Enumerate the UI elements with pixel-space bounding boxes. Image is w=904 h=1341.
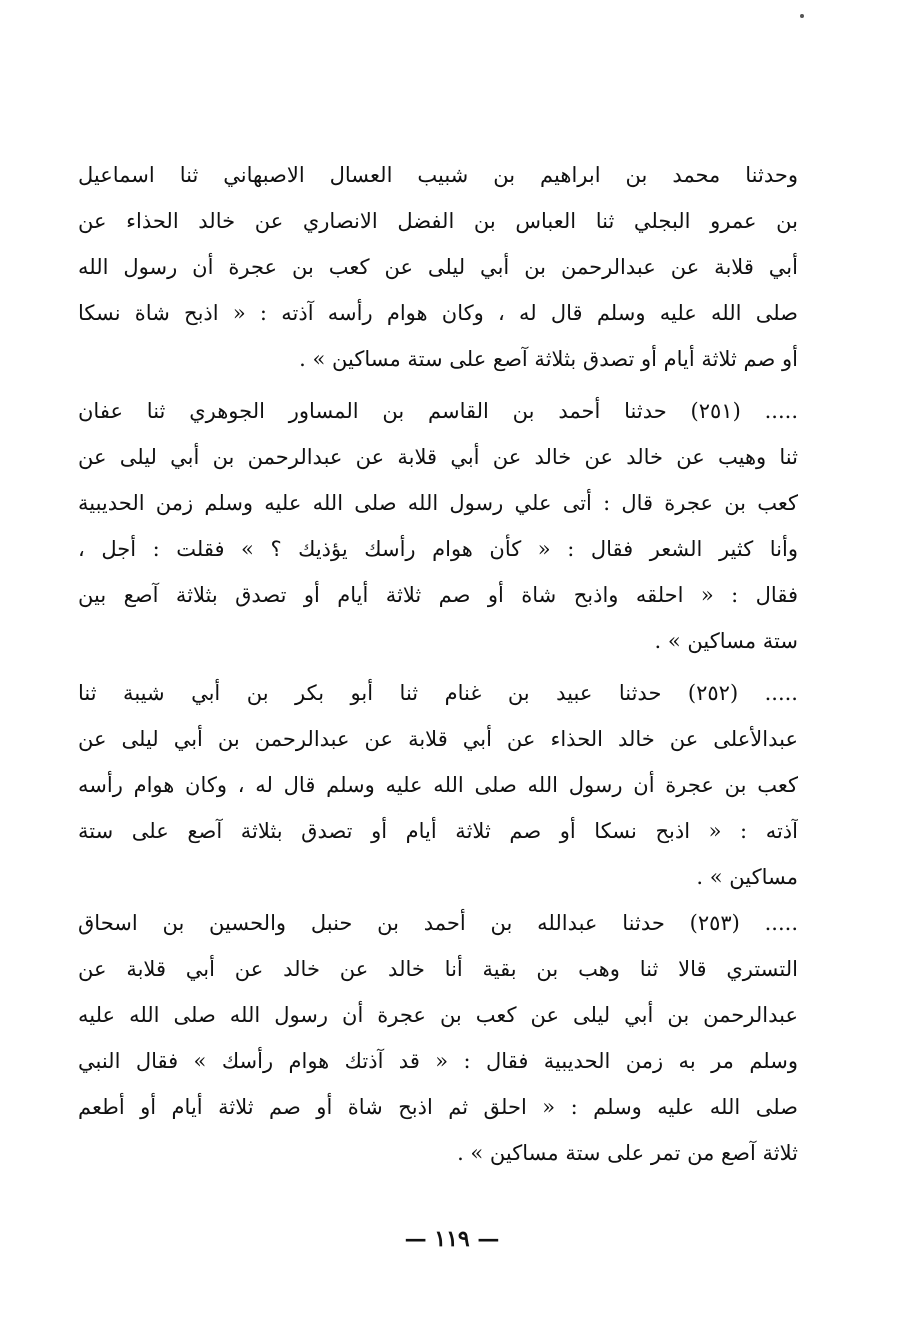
text-line: التستري قالا ثنا وهب بن بقية أنا خالد عن خالد عن أبي قلابة عن xyxy=(78,957,798,981)
text-line: آذته : « اذبح نسكا أو صم ثلاثة أيام أو تصدق بثلاثة آصع على ستة xyxy=(78,819,798,843)
text-line: عبدالأعلى عن خالد الحذاء عن أبي قلابة عن عبدالرحمن بن أبي ليلى عن xyxy=(78,727,798,751)
text-line: ثلاثة آصع من تمر على ستة مساكين » . xyxy=(457,1141,798,1165)
text-line: وحدثنا محمد بن ابراهيم بن شبيب العسال الاصبهاني ثنا اسماعيل xyxy=(78,163,798,187)
text-line: ..... (٢٥٢) حدثنا عبيد بن غنام ثنا أبو بكر بن أبي شيبة ثنا xyxy=(78,681,798,705)
text-line: صلى الله عليه وسلم قال له ، وكان هوام رأسه آذته : « اذبح شاة نسكا xyxy=(78,301,798,325)
speck-mark xyxy=(800,14,804,18)
page-number: — ١١٩ — xyxy=(404,1226,500,1252)
text-line: وسلم مر به زمن الحديبية فقال : « قد آذتك هوام رأسك » فقال النبي xyxy=(78,1049,798,1073)
text-line: ..... (٢٥١) حدثنا أحمد بن القاسم بن المساور الجوهري ثنا عفان xyxy=(78,399,798,423)
text-line: فقال : « احلقه واذبح شاة أو صم ثلاثة أيام أو تصدق بثلاثة آصع بين xyxy=(78,583,798,607)
text-line: كعب بن عجرة أن رسول الله صلى الله عليه وسلم قال له ، وكان هوام رأسه xyxy=(78,773,798,797)
text-line: أو صم ثلاثة أيام أو تصدق بثلاثة آصع على ستة مساكين » . xyxy=(299,347,798,371)
text-line: أبي قلابة عن عبدالرحمن بن أبي ليلى عن كعب بن عجرة أن رسول الله xyxy=(78,255,798,279)
text-line: ..... (٢٥٣) حدثنا عبدالله بن أحمد بن حنبل والحسين بن اسحاق xyxy=(78,911,798,935)
text-line: عبدالرحمن بن أبي ليلى عن كعب بن عجرة أن رسول الله صلى الله عليه xyxy=(78,1003,798,1027)
text-line: ثنا وهيب عن خالد عن خالد عن أبي قلابة عن عبدالرحمن بن أبي ليلى عن xyxy=(78,445,798,469)
paragraph-hadith-251 xyxy=(78,388,798,664)
paragraph-intro xyxy=(78,152,798,382)
text-line: مساكين » . xyxy=(696,865,798,889)
paragraph-hadith-253 xyxy=(78,900,798,1176)
text-line: صلى الله عليه وسلم : « احلق ثم اذبح شاة أو صم ثلاثة أيام أو أطعم xyxy=(78,1095,798,1119)
text-line: وأنا كثير الشعر فقال : « كأن هوام رأسك يؤذيك ؟ » فقلت : أجل ، xyxy=(78,537,798,561)
paragraph-hadith-252 xyxy=(78,670,798,900)
text-line: بن عمرو البجلي ثنا العباس بن الفضل الانصاري عن خالد الحذاء عن xyxy=(78,209,798,233)
text-line: كعب بن عجرة قال : أتى علي رسول الله صلى الله عليه وسلم زمن الحديبية xyxy=(78,491,798,515)
text-line: ستة مساكين » . xyxy=(654,629,798,653)
